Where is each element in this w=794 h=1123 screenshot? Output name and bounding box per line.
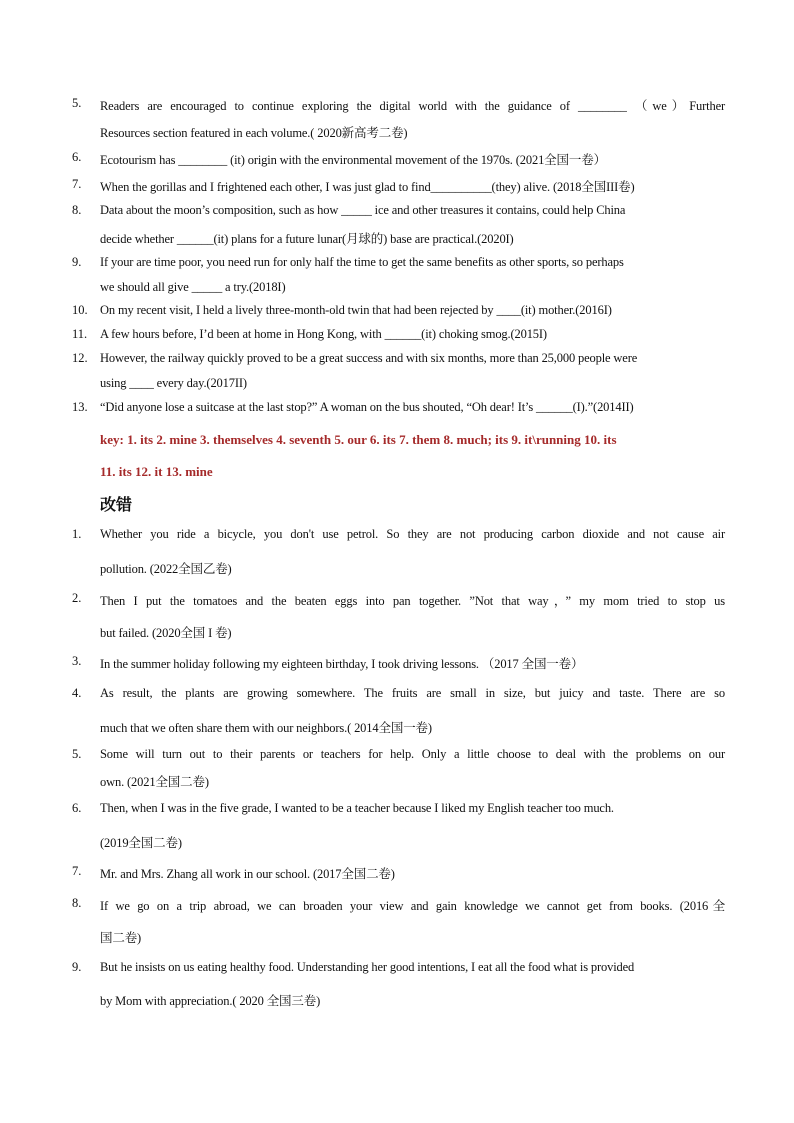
item-number: 6. <box>72 801 82 815</box>
item-number: 5. <box>72 96 82 110</box>
item-text-line: decide whether ______(it) plans for a future lunar(月球的) base are practical.(2020I) <box>100 232 514 246</box>
item-text-line: Data about the moon’s composition, such as how _____ ice and other treasures it contains, could help China <box>100 203 626 217</box>
item-text-line: pollution. (2022全国乙卷) <box>100 562 232 576</box>
item-number: 12. <box>72 351 88 365</box>
item-text-line: using ____ every day.(2017II) <box>100 376 247 390</box>
item-text-line: Ecotourism has ________ (it) origin with the environmental movement of the 1970s. (2021全国一卷） <box>100 153 606 167</box>
item-text-line: If we go on a trip abroad, we can broaden your view and gain knowledge we cannot get from books. (2016全 <box>100 899 725 913</box>
item-number: 7. <box>72 864 82 878</box>
item-number: 7. <box>72 177 82 191</box>
item-text-line: In the summer holiday following my eighteen birthday, I took driving lessons. （2017 全国一卷） <box>100 657 584 671</box>
item-text-line: As result, the plants are growing somewhere. The fruits are small in size, but juicy and taste. There are so <box>100 686 725 700</box>
item-text-line: by Mom with appreciation.( 2020 全国三卷) <box>100 994 321 1008</box>
item-text-line: Then I put the tomatoes and the beaten eggs into pan together. ”Not that way，” my mom tried to stop us <box>100 594 725 608</box>
item-text-line: Readers are encouraged to continue exploring the digital world with the guidance of ________ （we）Further <box>100 99 725 113</box>
item-number: 1. <box>72 527 82 541</box>
item-text-line: But he insists on us eating healthy food. Understanding her good intentions, I eat all the food what is provided <box>100 960 635 974</box>
section-heading: 改错 <box>100 495 133 514</box>
item-number: 2. <box>72 591 82 605</box>
item-text-line: A few hours before, I’d been at home in Hong Kong, with ______(it) choking smog.(2015I) <box>100 327 547 341</box>
item-number: 4. <box>72 686 82 700</box>
item-number: 8. <box>72 896 82 910</box>
item-text-line: Then, when I was in the five grade, I wanted to be a teacher because I liked my English teacher too much. <box>100 801 614 815</box>
item-number: 9. <box>72 960 82 974</box>
item-text-line: “Did anyone lose a suitcase at the last stop?” A woman on the bus shouted, “Oh dear! It’s ______(I).”(2014II) <box>100 400 634 414</box>
item-text-line: Some will turn out to their parents or teachers for help. Only a little choose to deal with the problems on our <box>100 747 725 761</box>
item-text-line: When the gorillas and I frightened each other, I was just glad to find__________(they) alive. (2018全国III卷) <box>100 180 635 194</box>
item-number: 5. <box>72 747 82 761</box>
item-text-line: but failed. (2020全国 I 卷) <box>100 626 232 640</box>
item-text-line: much that we often share them with our neighbors.( 2014全国一卷) <box>100 721 432 735</box>
item-number: 10. <box>72 303 88 317</box>
item-number: 9. <box>72 255 82 269</box>
item-number: 6. <box>72 150 82 164</box>
item-text-line: However, the railway quickly proved to be a great success and with six months, more than 25,000 people were <box>100 351 638 365</box>
item-number: 3. <box>72 654 82 668</box>
item-text-line: own. (2021全国二卷) <box>100 775 209 789</box>
item-text-line: On my recent visit, I held a lively three-month-old twin that had been rejected by ____(it) mother.(2016I) <box>100 303 612 317</box>
answer-key-line: 11. its 12. it 13. mine <box>100 464 213 479</box>
item-text-line: (2019全国二卷) <box>100 836 182 850</box>
answer-key-line: key: 1. its 2. mine 3. themselves 4. seventh 5. our 6. its 7. them 8. much; its 9. it\running 10. its <box>100 432 617 447</box>
item-text-line: If your are time poor, you need run for only half the time to get the same benefits as other sports, so perhaps <box>100 255 624 269</box>
item-text-line: we should all give _____ a try.(2018I) <box>100 280 286 294</box>
item-number: 8. <box>72 203 82 217</box>
item-text-line: 国二卷) <box>100 931 142 945</box>
item-number: 11. <box>72 327 88 341</box>
item-number: 13. <box>72 400 88 414</box>
item-text-line: Resources section featured in each volume.( 2020新高考二卷) <box>100 126 408 140</box>
item-text-line: Mr. and Mrs. Zhang all work in our school. (2017全国二卷) <box>100 867 395 881</box>
item-text-line: Whether you ride a bicycle, you don't use petrol. So they are not producing carbon dioxide and not cause air <box>100 527 725 541</box>
